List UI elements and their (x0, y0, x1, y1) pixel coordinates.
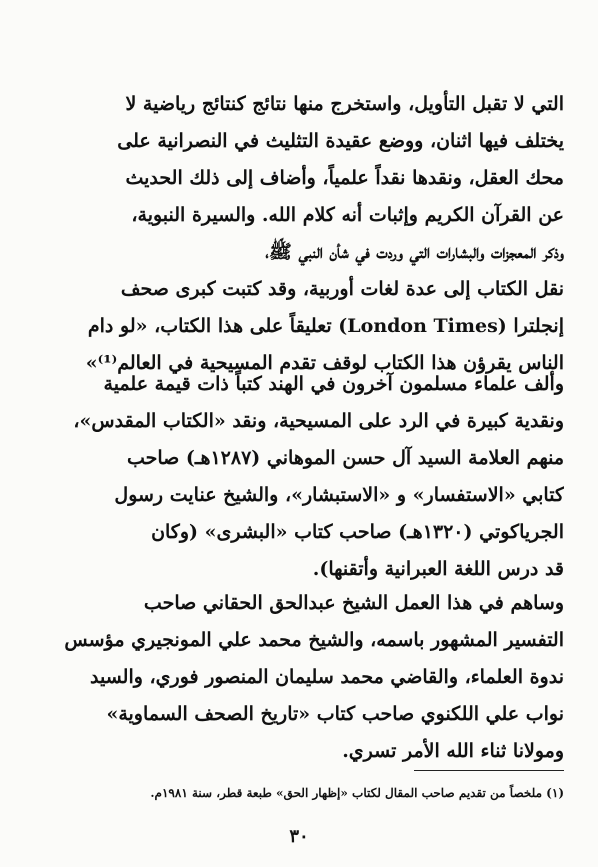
text-line: التي لا تقبل التأويل، واستخرج منها نتائج كنتائج رياضية لا (125, 93, 564, 115)
text-line: يختلف فيها اثنان، ووضع عقيدة التثليث في النصرانية على (117, 130, 564, 152)
text-line: الجرياكوتي (١٣٢٠هـ) صاحب كتاب «البشرى» (وكان (151, 521, 564, 543)
paragraph-3 (52, 585, 564, 770)
text-line: ومولانا ثناء الله الأمر تسري. (342, 740, 564, 762)
text-line: منهم العلامة السيد آل حسن الموهاني (١٢٨٧هـ) صاحب (126, 447, 564, 469)
text-line: قد درس اللغة العبرانية وأتقنها). (312, 558, 564, 580)
text-line: عن القرآن الكريم وإثبات أنه كلام الله. والسيرة النبوية، (131, 204, 564, 226)
text-line: محك العقل، ونقدها نقداً علمياً، وأضاف إلى ذلك الحديث (125, 167, 564, 189)
text-line: وذكر المعجزات والبشارات التي وردت في شأن النبي ﷺ، (265, 241, 564, 263)
text-line: وألف علماء مسلمون آخرون في الهند كتباً ذات قيمة علمية (103, 373, 564, 395)
text-line: نواب علي اللكنوي صاحب كتاب «تاريخ الصحف السماوية» (106, 703, 564, 725)
page-number: ٣٠ (289, 826, 309, 847)
footnote-divider (414, 770, 564, 771)
text-line: نقل الكتاب إلى عدة لغات أوربية، وقد كتبت كبرى صحف (120, 278, 564, 300)
text-line: الناس يقرؤن هذا الكتاب لوقف تقدم المسيحية في العالم⁽¹⁾» (85, 352, 564, 374)
text-line: التفسير المشهور باسمه، والشيخ محمد علي المونجيري مؤسس (64, 629, 564, 651)
text-line: ونقدية كبيرة في الرد على المسيحية، ونقد «الكتاب المقدس»، (73, 410, 564, 432)
paragraph-1 (52, 86, 564, 382)
text-line: ندوة العلماء، والقاضي محمد سليمان المنصور فوري، والسيد (90, 666, 564, 688)
text-line: إنجلترا (London Times) تعليقاً على هذا الكتاب، «لو دام (87, 315, 564, 337)
text-line: وساهم في هذا العمل الشيخ عبدالحق الحقاني صاحب (143, 592, 564, 614)
text-line: كتابي «الاستفسار» و «الاستبشار»، والشيخ عنايت رسول (114, 484, 564, 506)
paragraph-2 (52, 366, 564, 588)
footnote: (١) ملخصاً من تقديم صاحب المقال لكتاب «إظهار الحق» طبعة قطر، سنة ١٩٨١م. (150, 786, 564, 800)
